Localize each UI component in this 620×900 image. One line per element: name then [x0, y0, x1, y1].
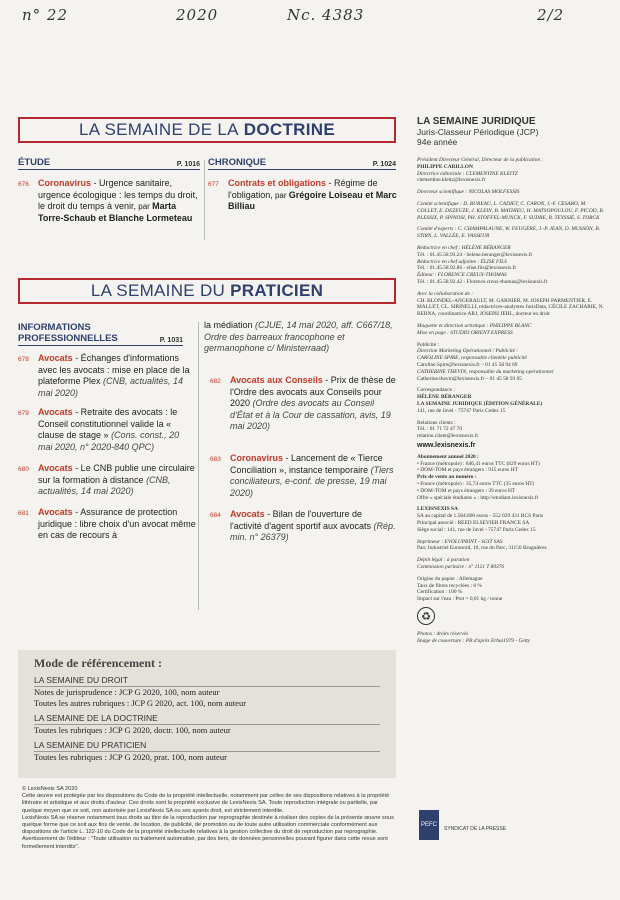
praticien-entry-682[interactable]: 682 Avocats aux Conseils - Prix de thèse de l'Ordre des avocats aux Conseils pour 2020 (Ordre des avocats au Conseil d'État et à la Cour de cassation, avis, 19 mai 2020) — [210, 375, 396, 431]
praticien-entry-679[interactable]: 679 Avocats - Retraite des avocats : le Conseil constitutionnel valide la « clause de stage » (Cons. const., 20 mai 2020, n° 2020-840 QPC) — [18, 407, 180, 452]
masthead-subscription: Abonnement annuel 2020 : • France (métropole) : 846,41 euros TTC (829 euros HT) • DOM-TOM et pays étrangers : 915 euros HT Prix de vente au numéro : • France (métropole) : 35,74 euros TTC (35 euros HT) • DOM-TOM et pays étrangers : 39 euros HT Offre « spéciale étudiants » : http://etudiant.lexisnexis.fr — [417, 453, 540, 501]
mode-line: Toutes les rubriques : JCP G 2020, doctr. 100, nom auteur — [34, 725, 231, 735]
praticien-entry-678[interactable]: 678 Avocats - Échanges d'informations avec les avocats : mise en place de la plateforme Plex (CNB, actualités, 14 mai 2020) — [18, 353, 190, 398]
masthead-direction: Président Directeur Général, Directeur de la publication : PHILIPPE CARILLON Directrice éditoriale : CLEMENTINE KLEITZ clementine.kleitz@lexisnexis.fr — [417, 157, 544, 184]
masthead-scientific-committee: Comité scientifique : D. BUREAU, L. CADIET, C. CARON, J.-F. CESARO, M. COLLET, E. DEZEUZE, J. KLEIN, B. MATHIEU, H. MATSOPOULOU, F. PICOD, B. PLESSIX, P. SPINOSI, PH. STOFFEL-MUNCK, F. SUDRE, B. TEYSSIÉ, S. TORCK — [417, 200, 605, 221]
mode-section-praticien: LA SEMAINE DU PRATICIEN — [34, 740, 380, 752]
doctrine-banner — [18, 117, 396, 143]
handwritten-year: 2020 — [176, 6, 219, 24]
mode-title: Mode de référencement : — [34, 656, 163, 670]
masthead-paper-origin: Origine du papier : Allemagne Taux de fibres recyclées : 6 % Certification : 100 % Impact sur l'eau : Ptot = 0,01 kg / tonne — [417, 575, 503, 603]
praticien-entry-680[interactable]: 680 Avocats - Le CNB publie une circulaire sur la formation à distance (CNB, actualités, 14 mai 2020) — [18, 463, 195, 496]
masthead-client-relations: Relations clients : Tél. : 01 71 72 47 70 relation.client@lexisnexis.fr — [417, 419, 479, 440]
doctrine-divider — [204, 160, 205, 240]
mode-referencement-box — [18, 650, 396, 778]
masthead-subtitle: Juris-Classeur Périodique (JCP) — [417, 127, 539, 137]
chronique-header: CHRONIQUE P. 1024 — [208, 157, 396, 168]
pefc-logo: PEFC — [419, 810, 439, 840]
masthead-correspondence: Correspondance : HÉLÈNE BÉRANGER LA SEMAINE JURIDIQUE (ÉDITION GÉNÉRALE) 141, rue de Javel - 75747 Paris Cedex 15 — [417, 387, 543, 414]
mode-section-droit: LA SEMAINE DU DROIT — [34, 675, 380, 687]
praticien-divider — [198, 322, 199, 610]
praticien-banner — [18, 278, 396, 304]
mode-line: Notes de jurisprudence : JCP G 2020, 100, nom auteur — [34, 687, 220, 697]
informations-header: INFORMATIONS PROFESSIONNELLES P. 1031 — [18, 322, 183, 344]
praticien-banner-light: LA SEMAINE DU — [90, 281, 226, 300]
doctrine-banner-bold: DOCTRINE — [243, 120, 335, 139]
masthead-design: Maquette et direction artistique : PHILIPPE BLANC Mise en page : STUDIO ORIENT EXPRESS — [417, 322, 532, 336]
etude-header: ÉTUDE P. 1016 — [18, 157, 200, 168]
doctrine-banner-light: LA SEMAINE DE LA — [79, 120, 239, 139]
masthead-collaboration: Avec la collaboration de : CH. BLONDEL-ANGERAULT, M. GARNIER, M. JOSEPH PARMENTIER, E. MALLET, CL. SIRINELLI, rédactrices-analystes JurisData, CÉCILE ZACHARIE, N. BERNA, coordinatrice ARJ, JOSEPH JEHL, docteur en droit — [417, 290, 604, 318]
masthead-photos: Photos : droits réservés Image de couverture : PB d'après Erhui1979 - Getty — [417, 631, 531, 644]
handwritten-reference: Nc. 4383 — [287, 6, 365, 24]
masthead-scientific-director: Directeur scientifique : NICOLAS MOLFESSIS — [417, 189, 520, 196]
press-syndicate-label: SYNDICAT DE LA PRESSE — [444, 826, 507, 832]
etude-entry[interactable]: 676 Coronavirus - Urgence sanitaire, urgence écologique : les temps du droit, le droit du temps à venir, par Marta Torre-Schaub et Blanche Lormeteau — [18, 178, 198, 223]
praticien-entry-684[interactable]: 684 Avocats - Bilan de l'ouverture de l'activité d'agent sportif aux avocats (Rép. min. n° 26379) — [210, 509, 396, 542]
masthead-title: LA SEMAINE JURIDIQUE — [417, 116, 536, 127]
handwritten-page-count: 2/2 — [537, 6, 565, 24]
copyright-notice — [22, 786, 394, 851]
masthead-company: LEXISNEXIS SA SA au capital de 1.584.800 euros - 552 029 431 RCS Paris Principal associé : REED ELSEVIER FRANCE SA Siège social : 141, rue de Javel - 75747 Paris Cedex 15 — [417, 506, 544, 533]
masthead-legal-deposit: Dépôt légal : à parution Commission paritaire : n° 1121 T 80376 — [417, 557, 505, 571]
copyright-paragraph: Cette œuvre est protégée par les dispositions du Code de la propriété intellectuelle, notamment par celles de ses dispositions relatives à la propriété littéraire et artistique et aux droits d'auteur. Ces droits sont la propriété exclusive de LexisNexis SA. Toute reproduction intégrale ou partielle, par quelque moyen que ce soit, non autorisée par LexisNexis SA ou ses ayants droit, est strictement interdite. — [22, 793, 390, 814]
masthead-printer: Imprimeur : EVOLUPRINT - SGIT SAS Parc Industriel Euronord, 10, rue du Parc, 31150 Bruguières — [417, 538, 547, 552]
praticien-entry-681[interactable]: 681 Avocats - Assurance de protection juridique : libre choix d'un avocat même en cas de recours à — [18, 507, 196, 540]
mode-line: Toutes les autres rubriques : JCP G 2020, act. 100, nom auteur — [34, 698, 247, 708]
copyright-paragraph: LexisNexis SA se réserve notamment tous droits au titre de la reproduction par reprographie destinée à réaliser des copies de la présente œuvre sous quelque forme que ce soit aux fins de vente, de location, de publicité, de promotion ou de toute autre utilisation commerciale conformément aux dispositions de l'article L. 122-10 du Code de la propriété intellectuelle relatives à la gestion collective du droit de reproduction par reprographie. Avertissement de l'éditeur : "Toute utilisation ou traitement automatisé, par des tiers, de données personnelles pouvant figurer dans cette revue sont formellement interdits". — [22, 814, 394, 850]
chronique-entry[interactable]: 677 Contrats et obligations - Régime de l'obligation, par Grégoire Loiseau et Marc Billiau — [208, 178, 397, 211]
praticien-entry-683[interactable]: 683 Coronavirus - Lancement de « Tierce Conciliation », instance temporaire (Tiers conciliateurs, e-conf. de presse, 19 mai 2020) — [210, 453, 394, 498]
masthead-advertising: Publicité : Direction Marketing Opérationnel / Publicité : CAROLINE SPIRE, responsable clientèle publicité Caroline.Spire@lexisnexis.fr – 01 45 58 94 69 CATHERINE THEVIN, responsable du marketing opérationnel Catherine.thevin@lexisnexis.fr – 01 45 58 93 05 — [417, 341, 554, 382]
masthead-experts: Comité d'experts : C. CHAMPALAUNE, W. FEUGÈRE, J.-P. JEAN, D. MUSSON, B. STIRN, L. VALLÉE, E. VASSEUR — [417, 226, 600, 240]
masthead — [417, 116, 607, 645]
praticien-banner-bold: PRATICIEN — [230, 281, 324, 300]
copyright-line: © LexisNexis SA 2020 — [22, 786, 78, 792]
mode-section-doctrine: LA SEMAINE DE LA DOCTRINE — [34, 713, 380, 725]
praticien-entry-681-continued[interactable]: la médiation (CJUE, 14 mai 2020, aff. C667/18, Ordre des barreaux francophone et germanophone c/ Ministerraad) — [204, 320, 393, 353]
masthead-editorial: Rédactrice en chef : HÉLÈNE BÉRANGER Tél. : 01.45.58.93.24 - helene.beranger@lexisnexis.fr Rédactrice en chef adjointe : ÉLISE FILS Tél. : 01.45.58.92.86 - elise.fils@lexisnexis.fr Éditeur : FLORENCE CREUX-THOMAS Tél. : 01.45.58.92.42 - Florence.creux-thomas@lexisnexis.fr — [417, 244, 548, 285]
handwritten-issue-number: n° 22 — [22, 6, 69, 24]
mode-line: Toutes les rubriques : JCP G 2020, prat. 100, nom auteur — [34, 752, 227, 762]
recycle-icon: ♻ — [417, 607, 435, 625]
website-link[interactable]: www.lexisnexis.fr — [417, 441, 476, 449]
masthead-edition: 94e année — [417, 137, 458, 147]
